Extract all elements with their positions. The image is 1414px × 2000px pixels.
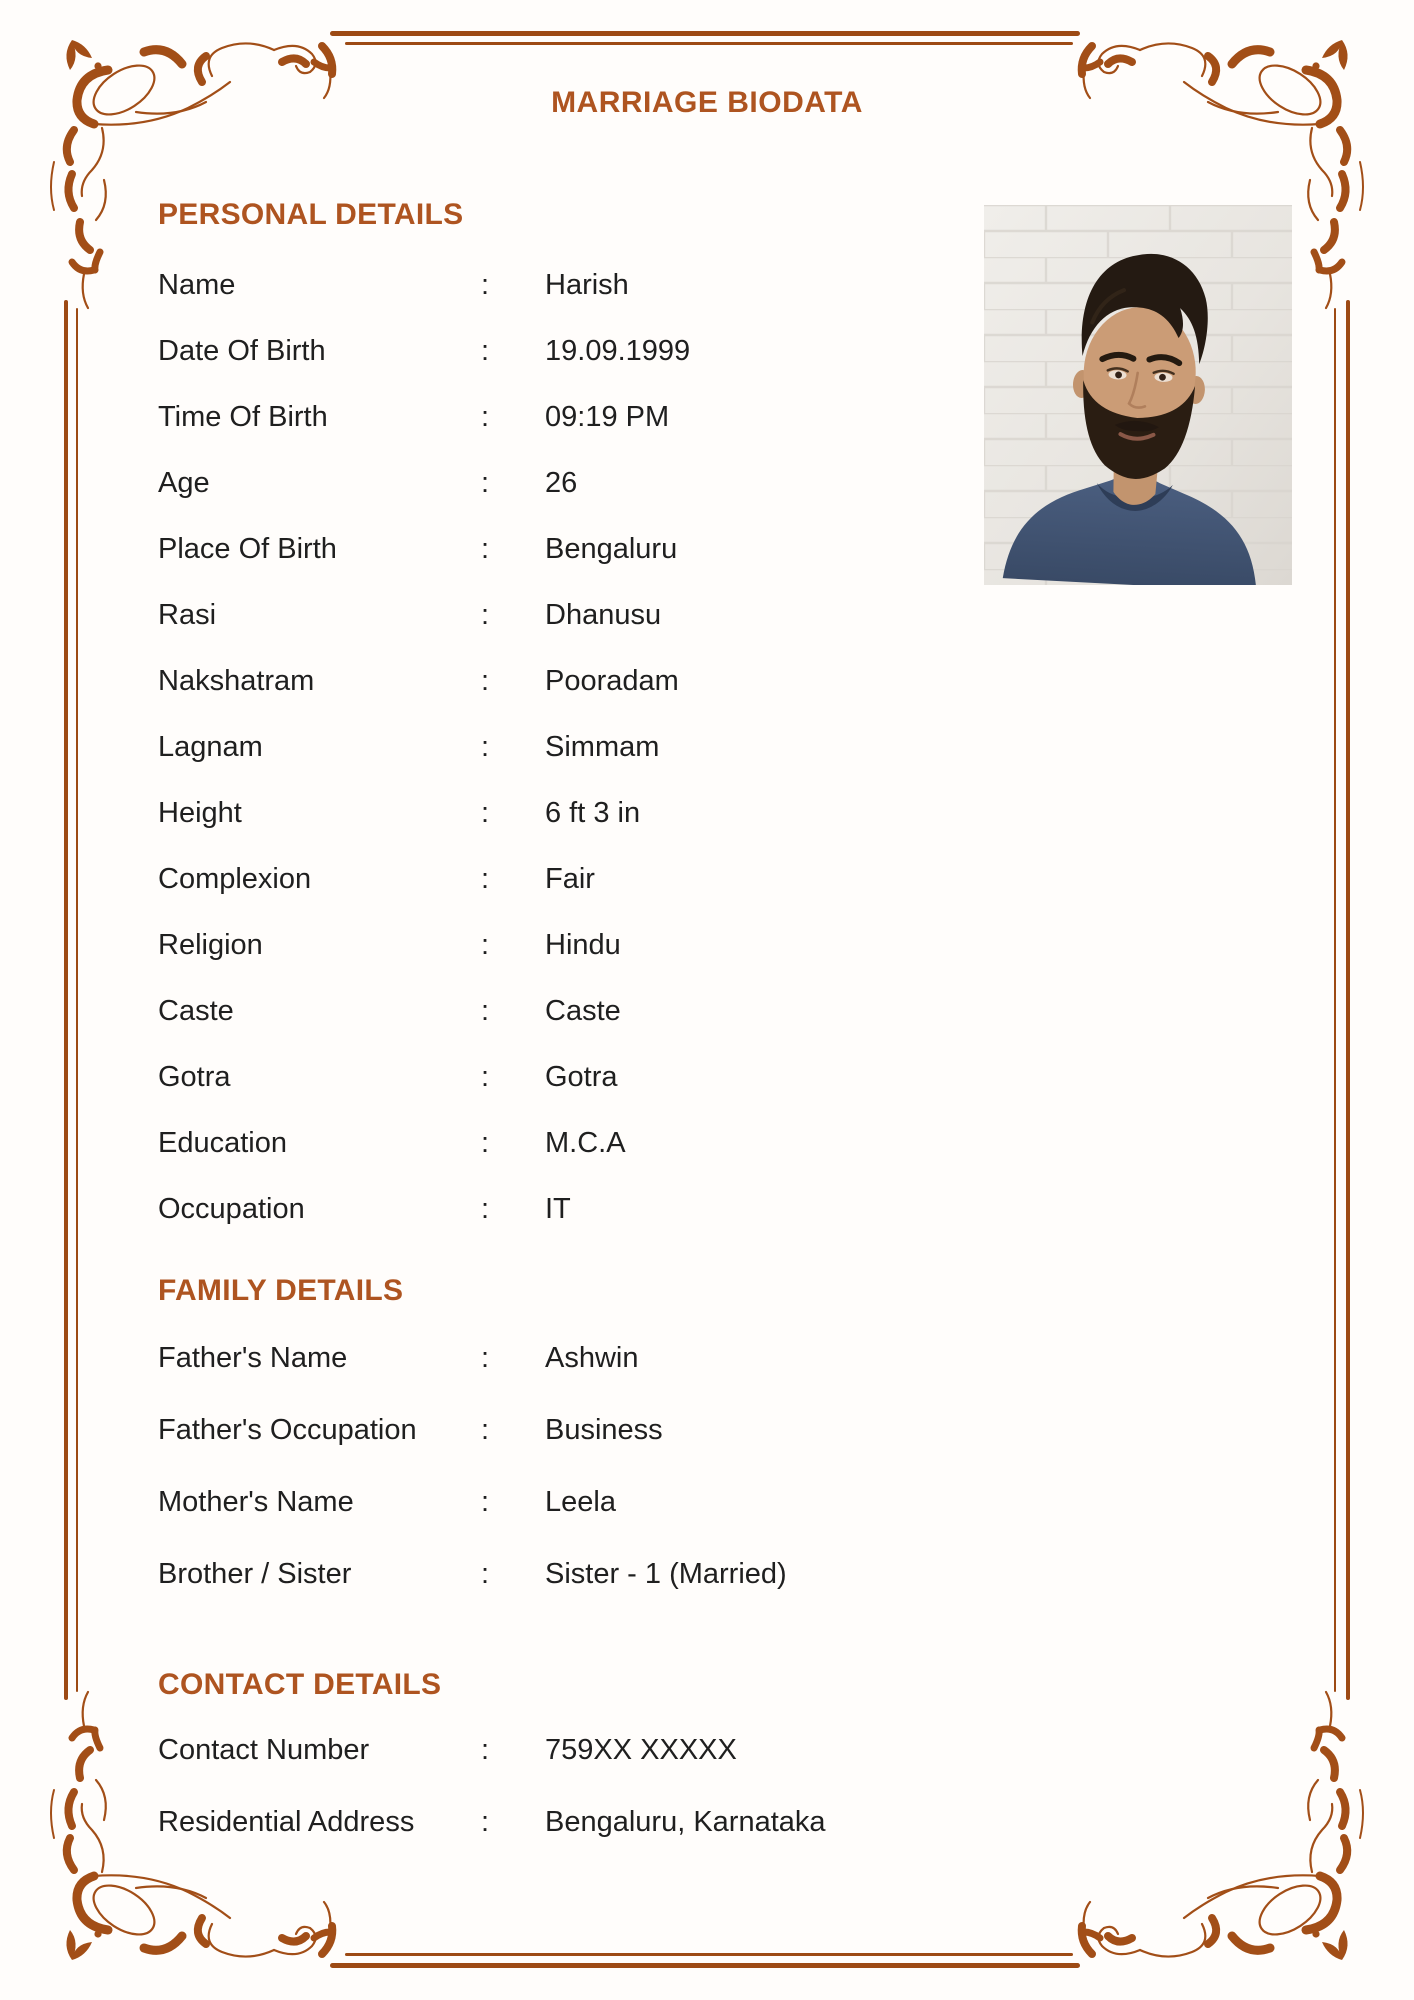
left-border-line-inner (76, 308, 78, 1692)
field-value: 6 ft 3 in (545, 796, 641, 829)
detail-row (158, 1394, 1324, 1466)
colon-separator: : (480, 1557, 490, 1590)
field-value: Caste (545, 994, 621, 1027)
detail-row (158, 450, 1324, 516)
field-value: M.C.A (545, 1126, 626, 1159)
field-value: Bengaluru, Karnataka (545, 1805, 826, 1838)
section-heading-family-details: FAMILY DETAILS (158, 1274, 404, 1307)
field-value: Ashwin (545, 1341, 639, 1374)
detail-row (158, 1714, 1324, 1786)
colon-separator: : (480, 994, 490, 1027)
colon-separator: : (480, 1060, 490, 1093)
field-label: Father's Name (158, 1341, 348, 1374)
field-value: IT (545, 1192, 571, 1225)
field-value: Gotra (545, 1060, 618, 1093)
top-border-line (330, 31, 1080, 36)
field-label: Date Of Birth (158, 334, 326, 367)
field-value: Pooradam (545, 664, 679, 697)
field-value: Leela (545, 1485, 616, 1518)
colon-separator: : (480, 664, 490, 697)
colon-separator: : (480, 598, 490, 631)
field-value: 759XX XXXXX (545, 1733, 737, 1766)
section-heading-contact-details: CONTACT DETAILS (158, 1668, 442, 1701)
family-details-rows (158, 1322, 1324, 1610)
field-label: Age (158, 466, 210, 499)
detail-row (158, 1110, 1324, 1176)
detail-row (158, 384, 1324, 450)
field-label: Occupation (158, 1192, 305, 1225)
colon-separator: : (480, 1126, 490, 1159)
colon-separator: : (480, 730, 490, 763)
detail-row (158, 780, 1324, 846)
detail-row (158, 318, 1324, 384)
field-value: 26 (545, 466, 578, 499)
detail-row (158, 1466, 1324, 1538)
field-value: Bengaluru (545, 532, 678, 565)
field-value: Sister - 1 (Married) (545, 1557, 787, 1590)
field-label: Name (158, 268, 236, 301)
bottom-border-line (330, 1963, 1080, 1968)
colon-separator: : (480, 1805, 490, 1838)
colon-separator: : (480, 466, 490, 499)
contact-details-rows (158, 1714, 1324, 1858)
section-heading-personal-details: PERSONAL DETAILS (158, 198, 464, 231)
field-value: Dhanusu (545, 598, 662, 631)
field-label: Mother's Name (158, 1485, 354, 1518)
colon-separator: : (480, 1485, 490, 1518)
colon-separator: : (480, 532, 490, 565)
detail-row (158, 714, 1324, 780)
top-border-line-inner (345, 42, 1073, 45)
field-value: Hindu (545, 928, 621, 961)
field-label: Time Of Birth (158, 400, 328, 433)
colon-separator: : (480, 334, 490, 367)
detail-row (158, 1176, 1324, 1242)
field-label: Place Of Birth (158, 532, 337, 565)
bottom-border-line-inner (345, 1953, 1073, 1956)
colon-separator: : (480, 928, 490, 961)
field-label: Father's Occupation (158, 1413, 417, 1446)
right-border-line-inner (1334, 308, 1336, 1692)
colon-separator: : (480, 1192, 490, 1225)
field-label: Gotra (158, 1060, 231, 1093)
field-value: Simmam (545, 730, 660, 763)
colon-separator: : (480, 796, 490, 829)
field-value: 09:19 PM (545, 400, 670, 433)
detail-row (158, 1538, 1324, 1610)
colon-separator: : (480, 1413, 490, 1446)
field-label: Contact Number (158, 1733, 370, 1766)
field-label: Nakshatram (158, 664, 315, 697)
colon-separator: : (480, 862, 490, 895)
personal-details-rows (158, 252, 1324, 1242)
field-label: Height (158, 796, 242, 829)
field-value: 19.09.1999 (545, 334, 691, 367)
detail-row (158, 1786, 1324, 1858)
left-border-line (64, 300, 68, 1700)
field-label: Caste (158, 994, 234, 1027)
colon-separator: : (480, 1341, 490, 1374)
detail-row (158, 648, 1324, 714)
field-value: Business (545, 1413, 663, 1446)
detail-row (158, 582, 1324, 648)
colon-separator: : (480, 268, 490, 301)
detail-row (158, 846, 1324, 912)
detail-row (158, 912, 1324, 978)
field-label: Lagnam (158, 730, 263, 763)
field-label: Residential Address (158, 1805, 415, 1838)
detail-row (158, 252, 1324, 318)
colon-separator: : (480, 400, 490, 433)
field-value: Harish (545, 268, 629, 301)
detail-row (158, 1044, 1324, 1110)
field-label: Rasi (158, 598, 217, 631)
field-value: Fair (545, 862, 595, 895)
page-title: MARRIAGE BIODATA (551, 86, 863, 119)
field-label: Complexion (158, 862, 312, 895)
field-label: Brother / Sister (158, 1557, 352, 1590)
detail-row (158, 978, 1324, 1044)
detail-row (158, 1322, 1324, 1394)
right-border-line (1346, 300, 1350, 1700)
colon-separator: : (480, 1733, 490, 1766)
field-label: Religion (158, 928, 263, 961)
field-label: Education (158, 1126, 287, 1159)
detail-row (158, 516, 1324, 582)
